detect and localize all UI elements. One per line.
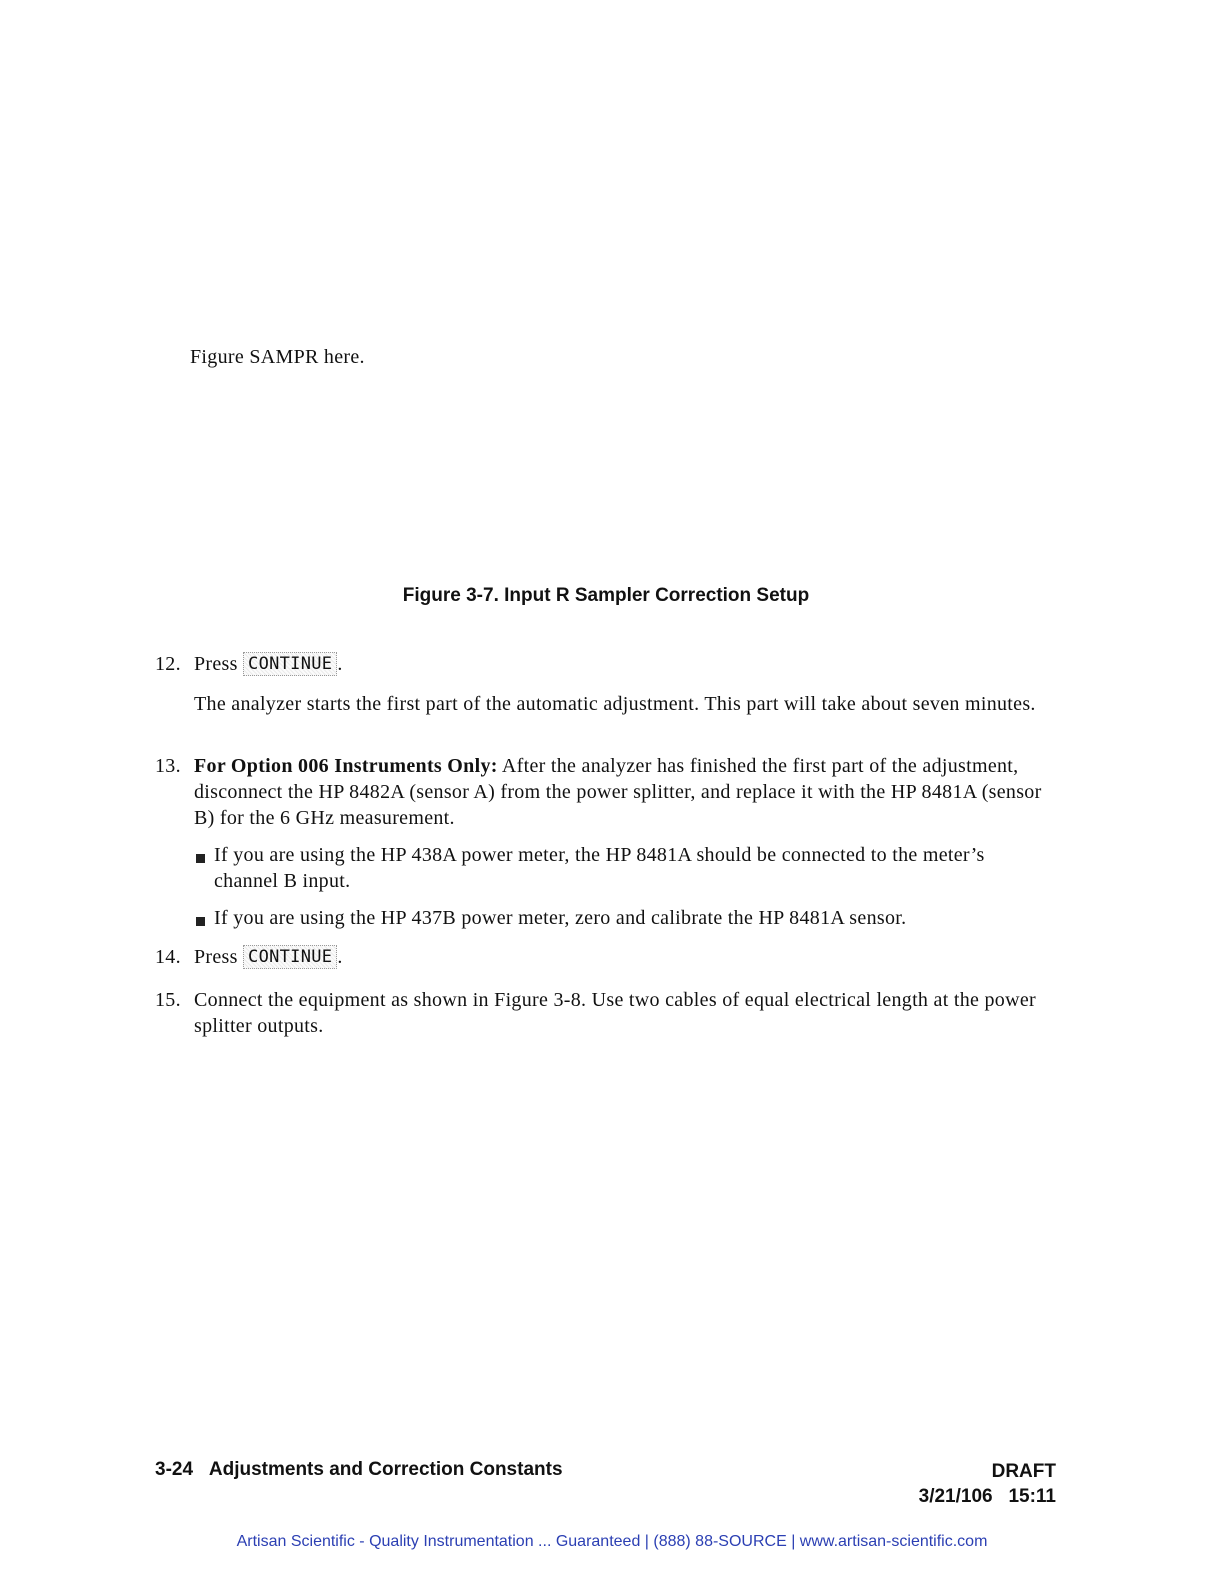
step-number: 14. <box>155 946 181 968</box>
bullet-item: If you are using the HP 437B power meter, zero and calibrate the HP 8481A sensor. <box>214 907 907 929</box>
step-12-paragraph: The analyzer starts the first part of the automatic adjustment. This part will take about seven minutes. <box>194 693 1036 715</box>
step-number: 13. <box>155 755 181 777</box>
vendor-banner-link[interactable]: Artisan Scientific - Quality Instrumentation ... Guaranteed | (888) 88-SOURCE | www.artisan-scientific.com <box>236 1533 988 1550</box>
figure-caption: Figure 3-7. Input R Sampler Correction Setup <box>402 585 810 606</box>
draft-date: 3/21/106 <box>918 1486 993 1507</box>
bullet-icon <box>196 917 205 926</box>
bullet-item: If you are using the HP 438A power meter, the HP 8481A should be connected to the meter’s channel B input. <box>214 844 985 892</box>
step-text: . <box>337 653 343 675</box>
option-006-lead: For Option 006 Instruments Only: <box>194 755 498 777</box>
continue-key: CONTINUE <box>243 945 337 969</box>
continue-key: CONTINUE <box>243 652 337 676</box>
page-number: 3-24 <box>155 1459 194 1480</box>
step-12-text <box>194 651 1054 677</box>
bullet-icon <box>196 854 205 863</box>
draft-time: 15:11 <box>1008 1486 1056 1507</box>
page-footer-right <box>919 1459 1056 1509</box>
page-footer-left <box>155 1459 563 1481</box>
step-number: 15. <box>155 989 181 1011</box>
step-text: Press <box>194 946 244 968</box>
draft-timestamp <box>919 1484 1056 1509</box>
step-15-text: Connect the equipment as shown in Figure 3-8. Use two cables of equal electrical length at the power splitter outputs. <box>194 989 1036 1037</box>
step-text: After the analyzer has finished the first part of the adjustment, disconnect the HP 8482A (sensor A) from the power splitter, and replace it with the HP 8481A (sensor B) for the 6 GHz measurement. <box>194 755 1042 829</box>
draft-label: DRAFT <box>991 1461 1056 1482</box>
figure-placeholder: Figure SAMPR here. <box>190 346 365 368</box>
step-14-text <box>194 944 1054 970</box>
step-text: Press <box>194 653 244 675</box>
step-text: . <box>337 946 343 968</box>
step-13-text <box>194 753 1054 831</box>
section-title: Adjustments and Correction Constants <box>208 1459 563 1480</box>
step-number: 12. <box>155 653 181 675</box>
